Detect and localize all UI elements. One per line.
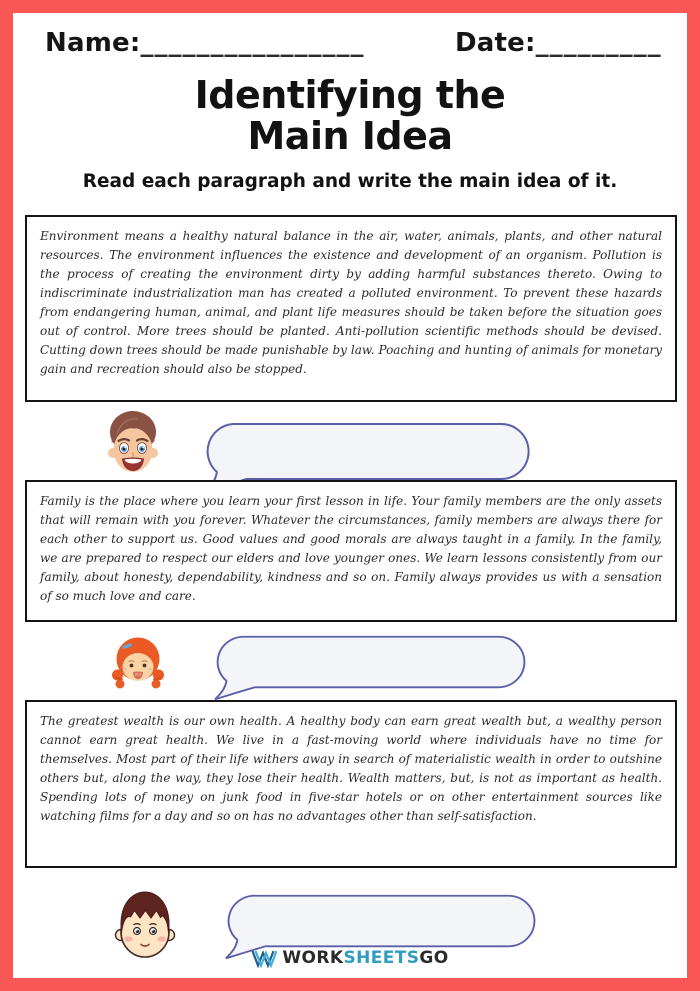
answer-speech-bubble-2[interactable] (196, 634, 542, 702)
date-label: Date: (455, 28, 536, 58)
paragraph-text-1: Environment means a healthy natural balance in the air, water, animals, plants, and other natural resources. The environment influences the existence and development of an organism. Pollution is the process of creating the environment dirty by adding harmful substances thereto. Owing to indiscriminate industrialization man has created a polluted environment. To prevent these hazards from endangering human, animal, and plant life measures should be taken before the situation goes out of control. More trees should be planted. Anti-pollution scientific methods should be devised. Cutting down trees should be made punishable by law. Poaching and hunting of animals for monetary gain and recreation should also be stopped. (40, 229, 662, 376)
paragraph-box-1 (25, 215, 677, 402)
paragraph-text-3: The greatest wealth is our own health. A healthy body can earn great wealth but, a wealthy person cannot earn great health. We live in a fast-moving world where individuals have no time for themselves. Most part of their life withers away in search of materialistic wealth in order to outshine others but, along the way, they lose their health. Wealth matters, but, is not as important as health. Spending lots of money on junk food in five-star hotels or on other entertainment sources like watching films for a day and so on has no advantages other than self-satisfaction. (40, 714, 662, 823)
name-label: Name: (45, 28, 141, 58)
logo-sheets-text: SHEETS (343, 948, 420, 968)
date-blank-line[interactable]: _________ (535, 28, 662, 58)
instruction-text: Read each paragraph and write the main idea of it. (82, 171, 618, 192)
boy-brown-hair-face-icon (103, 408, 163, 478)
paragraph-box-3 (25, 700, 677, 868)
page-title-line1: Identifying the (194, 73, 506, 117)
page-title-line2: Main Idea (247, 114, 453, 158)
girl-pigtails-face-icon (108, 633, 168, 697)
logo-go-text: GO (419, 948, 449, 968)
paragraph-box-2 (25, 480, 677, 622)
logo-work-text: WORK (282, 948, 344, 968)
name-blank-line[interactable]: ________________ (140, 28, 365, 58)
paragraph-text-2: Family is the place where you learn your first lesson in life. Your family members are the only assets that will remain with you forever. Whatever the circumstances, family members are always there for each other to support us. Good values and good morals are always taught in a family. In the family, we are prepared to respect our elders and love younger ones. We learn lessons consistently from our family, about honesty, dependability, kindness and so on. Family always provides us with a sensation of so much love and care. (40, 494, 662, 603)
worksheetsgo-logo (13, 948, 687, 968)
date-field (455, 28, 662, 58)
worksheet-page (13, 13, 687, 978)
logo-wordmark (282, 948, 448, 968)
w-logo-icon (251, 948, 277, 968)
name-field (45, 28, 364, 58)
page-title (13, 75, 687, 157)
